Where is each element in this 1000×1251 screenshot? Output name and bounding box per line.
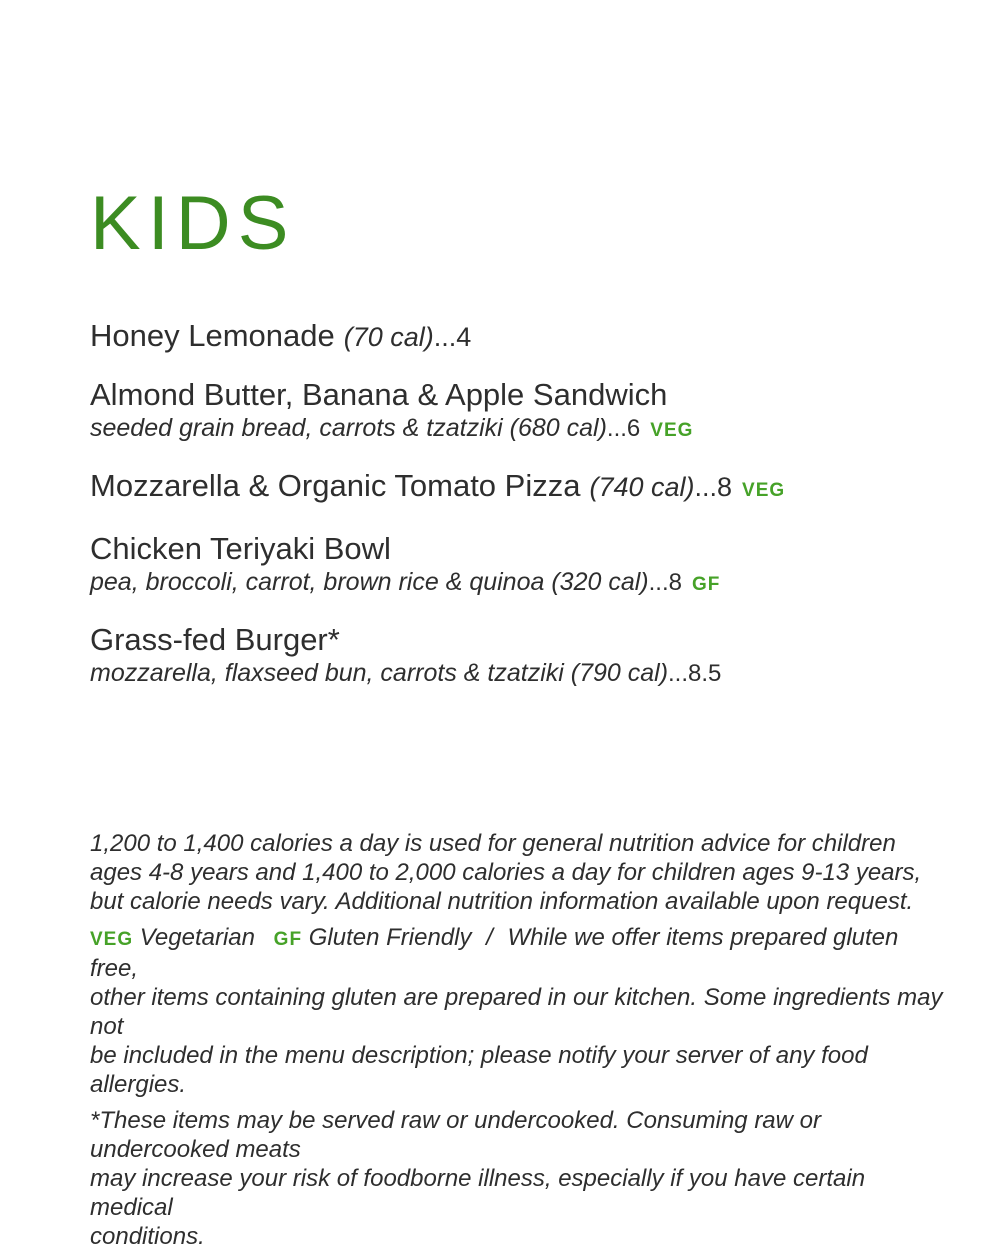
veg-legend-text: Vegetarian [139,924,255,951]
item-name: Honey Lemonade [90,318,335,353]
item-name: Grass-fed Burger* [90,622,340,657]
item-name: Chicken Teriyaki Bowl [90,531,391,566]
page-title: KIDS [90,181,296,266]
legend-line [90,923,945,983]
disclaimer-line: *These items may be served raw or undercooked. Consuming raw or undercooked meats [90,1107,821,1163]
item-name: Almond Butter, Banana & Apple Sandwich [90,377,668,412]
legend-line: other items containing gluten are prepared in our kitchen. Some ingredients may not [90,984,943,1040]
menu-item-mozzarella-pizza [90,468,945,509]
item-title-line [90,318,945,355]
veg-tag: VEG [742,480,786,501]
gf-legend-text: Gluten Friendly [308,924,472,951]
item-description: pea, broccoli, carrot, brown rice & quinoa (320 cal) [90,568,649,596]
menu-item-list [90,318,945,689]
item-calories: (740 cal) [589,472,695,502]
item-title-line [90,468,945,509]
raw-undercooked-disclaimer [90,1106,945,1251]
nutrition-line: ages 4-8 years and 1,400 to 2,000 calories a day for children ages 9-13 years, [90,859,922,886]
item-description-line [90,658,945,689]
nutrition-line: 1,200 to 1,400 calories a day is used for general nutrition advice for children [90,830,896,857]
menu-item-grass-fed-burger [90,622,945,689]
menu-item-chicken-teriyaki-bowl [90,531,945,600]
item-title-line [90,377,945,413]
item-title-line [90,531,945,567]
legend-allergen-paragraph [90,923,945,1099]
item-price: ...8 [694,472,733,502]
item-description-line [90,567,945,600]
gf-tag: GF [691,574,721,595]
item-description: mozzarella, flaxseed bun, carrots & tzatziki (790 cal) [90,659,669,687]
item-title-line [90,622,945,658]
item-description: seeded grain bread, carrots & tzatziki (680 cal) [90,414,607,442]
item-name: Mozzarella & Organic Tomato Pizza [90,468,581,503]
legend-line: be included in the menu description; please notify your server of any food allergies. [90,1042,868,1098]
legend-line1-rest: While we offer items prepared gluten free, [90,924,899,982]
disclaimer-line: conditions. [90,1223,205,1250]
veg-legend-label: VEG [90,929,134,950]
item-calories: (70 cal) [343,322,434,352]
nutrition-line: but calorie needs vary. Additional nutrition information available upon request. [90,888,914,915]
menu-item-honey-lemonade [90,318,945,355]
item-price: ...6 [606,415,641,442]
menu-item-almond-butter-sandwich [90,377,945,446]
legend-separator: / [486,924,493,951]
disclaimer-line: may increase your risk of foodborne illness, especially if you have certain medical [90,1165,866,1221]
item-description-line [90,413,945,446]
item-price: ...4 [433,322,472,352]
item-price: ...8.5 [668,660,722,687]
nutrition-advice-paragraph [90,829,945,916]
veg-tag: VEG [650,420,694,441]
menu-footer [90,829,945,1251]
gf-legend-label: GF [273,929,303,950]
item-price: ...8 [648,569,682,596]
